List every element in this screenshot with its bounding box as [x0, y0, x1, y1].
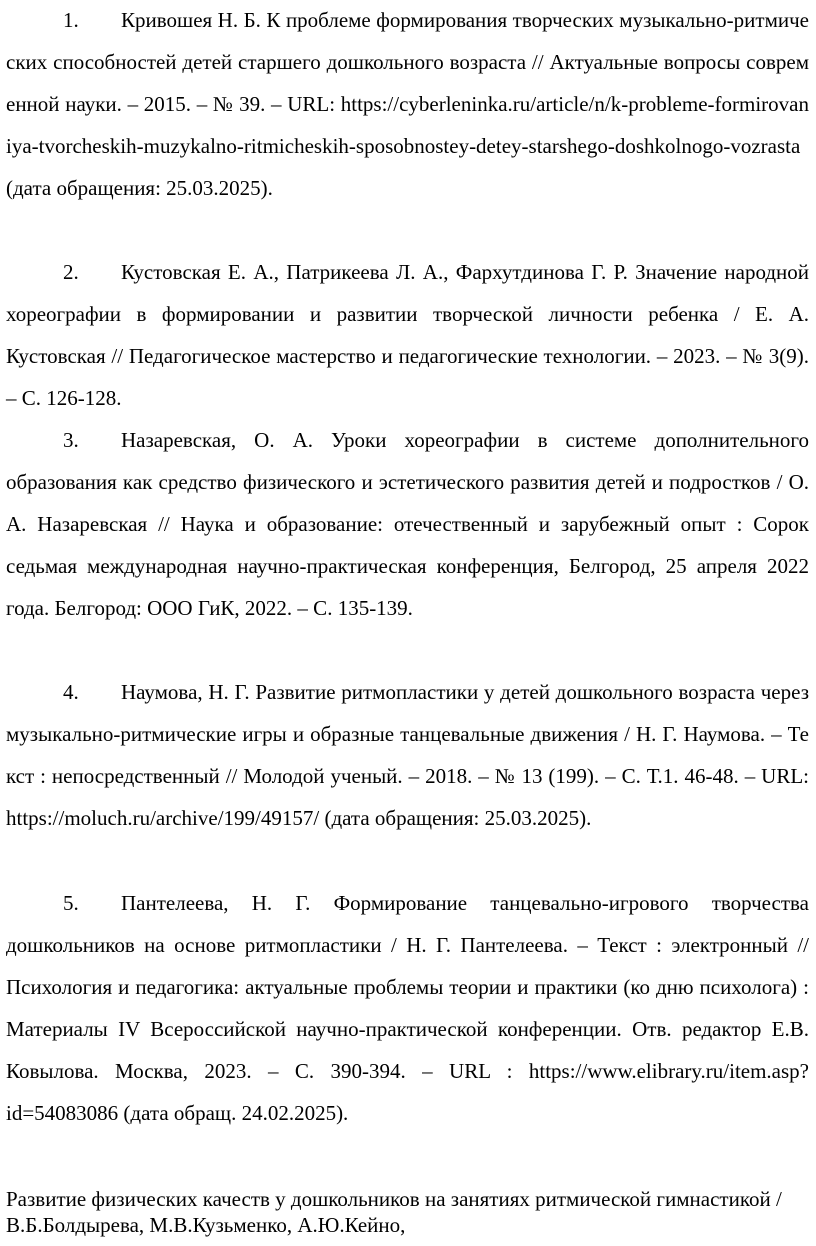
reference-number: 5.	[63, 891, 79, 915]
reference-item	[6, 672, 809, 840]
reference-item	[6, 0, 809, 210]
reference-number: 3.	[63, 428, 79, 452]
reference-text: Наумова, Н. Г. Развитие ритмопластики у детей дошкольного возраста через музыкально-ритмические игры и образные танцевальные движения / Н. Г. Наумова. ‒ Текст : непосредственный // Молодой ученый. ‒ 2018. ‒ № 13 (199). ‒ С. Т.1. 46-48. ‒ URL: https://moluch.ru/archive/199/49157/ (дата обращения: 25.03.2025).	[6, 680, 809, 830]
reference-item	[6, 252, 809, 420]
reference-text: Кустовская Е. А., Патрикеева Л. А., Фархутдинова Г. Р. Значение народной хореографии в формировании и развитии творческой личности ребенка / Е. А. Кустовская // Педагогическое мастерство и педагогические технологии. – 2023. – № 3(9). – С. 126-128.	[6, 260, 809, 410]
reference-item	[6, 883, 809, 1134]
reference-text: Пантелеева, Н. Г. Формирование танцевально-игрового творчества дошкольников на основе ритмопластики / Н. Г. Пантелеева. – Текст : электронный // Психология и педагогика: актуальные проблемы теории и практики (ко дню психолога) : Материалы IV Всероссийской научно-практической конференции. Отв. редактор Е.В. Ковылова. Москва, 2023. – С. 390-394. – URL : https://www.elibrary.ru/item.asp?id=54083086 (дата обращ. 24.02.2025).	[6, 891, 809, 1125]
reference-item	[6, 420, 809, 630]
reference-number: 4.	[63, 680, 79, 704]
reference-number: 1.	[63, 8, 79, 32]
reference-number: 2.	[63, 260, 79, 284]
reference-text: Кривошея Н. Б. К проблеме формирования творческих музыкально-ритмических способностей детей старшего дошкольного возраста // Актуальные вопросы современной науки. ‒ 2015. ‒ № 39. ‒ URL: https://cyberleninka.ru/article/n/k-probleme-formirovaniya-tvorcheskih-muzykalno-ritmicheskih-sposobnostey-detey-starshego-doshkolnogo-vozrasta (дата обращения: 25.03.2025).	[6, 8, 809, 200]
reference-text: Назаревская, О. А. Уроки хореографии в системе дополнительного образования как средство физического и эстетического развития детей и подростков / О. А. Назаревская // Наука и образование: отечественный и зарубежный опыт : Сорок седьмая международная научно-практическая конференция, Белгород, 25 апреля 2022 года. Белгород: ООО ГиК, 2022. – С. 135-139.	[6, 428, 809, 620]
trailing-reference-text: Развитие физических качеств у дошкольников на занятиях ритмической гимнастикой / В.Б.Болдырева, М.В.Кузьменко, А.Ю.Кейно,	[6, 1187, 782, 1237]
